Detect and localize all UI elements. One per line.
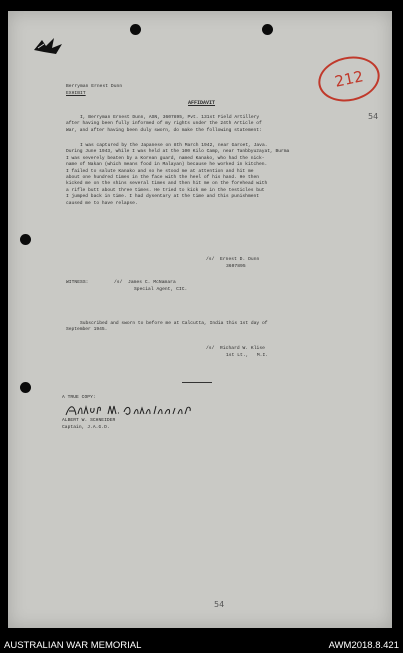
folio-number-bottom: 54 bbox=[214, 600, 225, 609]
archive-footer bbox=[0, 637, 403, 653]
statement-line: I failed to salute Kanako and so he stood me at attention and hit me bbox=[66, 168, 254, 174]
statement-line: a rifle butt about three times. He tried to kick me in the testicles but bbox=[66, 187, 265, 193]
punch-hole bbox=[20, 234, 31, 245]
affiant-serial: 3607895 bbox=[226, 264, 246, 269]
witness-label: WITNESS: bbox=[66, 280, 89, 285]
true-copy-label: A TRUE COPY: bbox=[62, 395, 96, 400]
statement-line: I was captured by the Japanese on 8th March 1942, near Garoet, Java. bbox=[80, 143, 268, 148]
header-name: Berryman Ernest Dunn bbox=[66, 84, 123, 89]
punch-hole bbox=[262, 24, 273, 35]
affiant-signature: /s/ Ernest D. Dunn bbox=[206, 257, 260, 262]
subscribed-line: September 1945. bbox=[66, 327, 108, 333]
punch-hole bbox=[20, 382, 31, 393]
intro-line: after having been fully informed of my rights under the 24th Article of bbox=[66, 121, 262, 127]
footer-accession-number: AWM2018.8.421 bbox=[328, 640, 399, 651]
subscribed-line: Subscribed and sworn to before me at Calcutta, India this 1st day of bbox=[80, 321, 268, 326]
statement-line: kicked me on the shins several times and then hit me on the forehead with bbox=[66, 181, 268, 187]
witness-title: Special Agent, CIC. bbox=[134, 287, 188, 292]
torn-corner-mark bbox=[32, 36, 66, 58]
section-divider bbox=[182, 382, 212, 383]
statement-line: caused me to have relapse. bbox=[66, 200, 138, 206]
officer-signature: /s/ Richard W. Klise bbox=[206, 346, 265, 351]
true-copy-name: ALBERT W. SCHNEIDER bbox=[62, 418, 116, 423]
statement-line: I jumped back in time. I had dysentary at the time and this punishment bbox=[66, 194, 259, 200]
statement-paragraph bbox=[66, 143, 289, 207]
document-title: AFFIDAVIT bbox=[188, 100, 216, 106]
statement-line: about one hundred times in the face with the heel of his hand. He then bbox=[66, 175, 259, 181]
officer-title: 1st Lt., M.I. bbox=[226, 353, 269, 358]
folio-number-top: 54 bbox=[368, 112, 379, 121]
statement-line: name of Nakan (which means food in Malayan) because he worked in kitchen. bbox=[66, 162, 268, 168]
subscribed-paragraph bbox=[66, 321, 267, 334]
header-exhibit: EXHIBIT bbox=[66, 91, 86, 96]
punch-hole bbox=[130, 24, 141, 35]
file-number-stamp: 212 bbox=[314, 51, 384, 107]
intro-line: War, and after having been duly sworn, do make the following statement: bbox=[66, 127, 262, 133]
statement-line: I was severely beaten by a Korean guard, named Kanako, who had the nick- bbox=[66, 155, 265, 161]
statement-line: During June 1943, while I was held at the 100 Kilo Camp, near Tanbbyuzayat, Burma bbox=[66, 149, 290, 155]
handwritten-signature bbox=[64, 402, 202, 418]
true-copy-rank: Captain, J.A.G.D. bbox=[62, 425, 110, 430]
witness-signature: /s/ James C. McNamara bbox=[114, 280, 176, 285]
intro-line: I, Berryman Ernest Dunn, ASN, 3607895, Pvt. 131st Field Artillery bbox=[80, 115, 260, 120]
footer-institution: AUSTRALIAN WAR MEMORIAL bbox=[4, 640, 142, 651]
intro-paragraph bbox=[66, 115, 262, 134]
